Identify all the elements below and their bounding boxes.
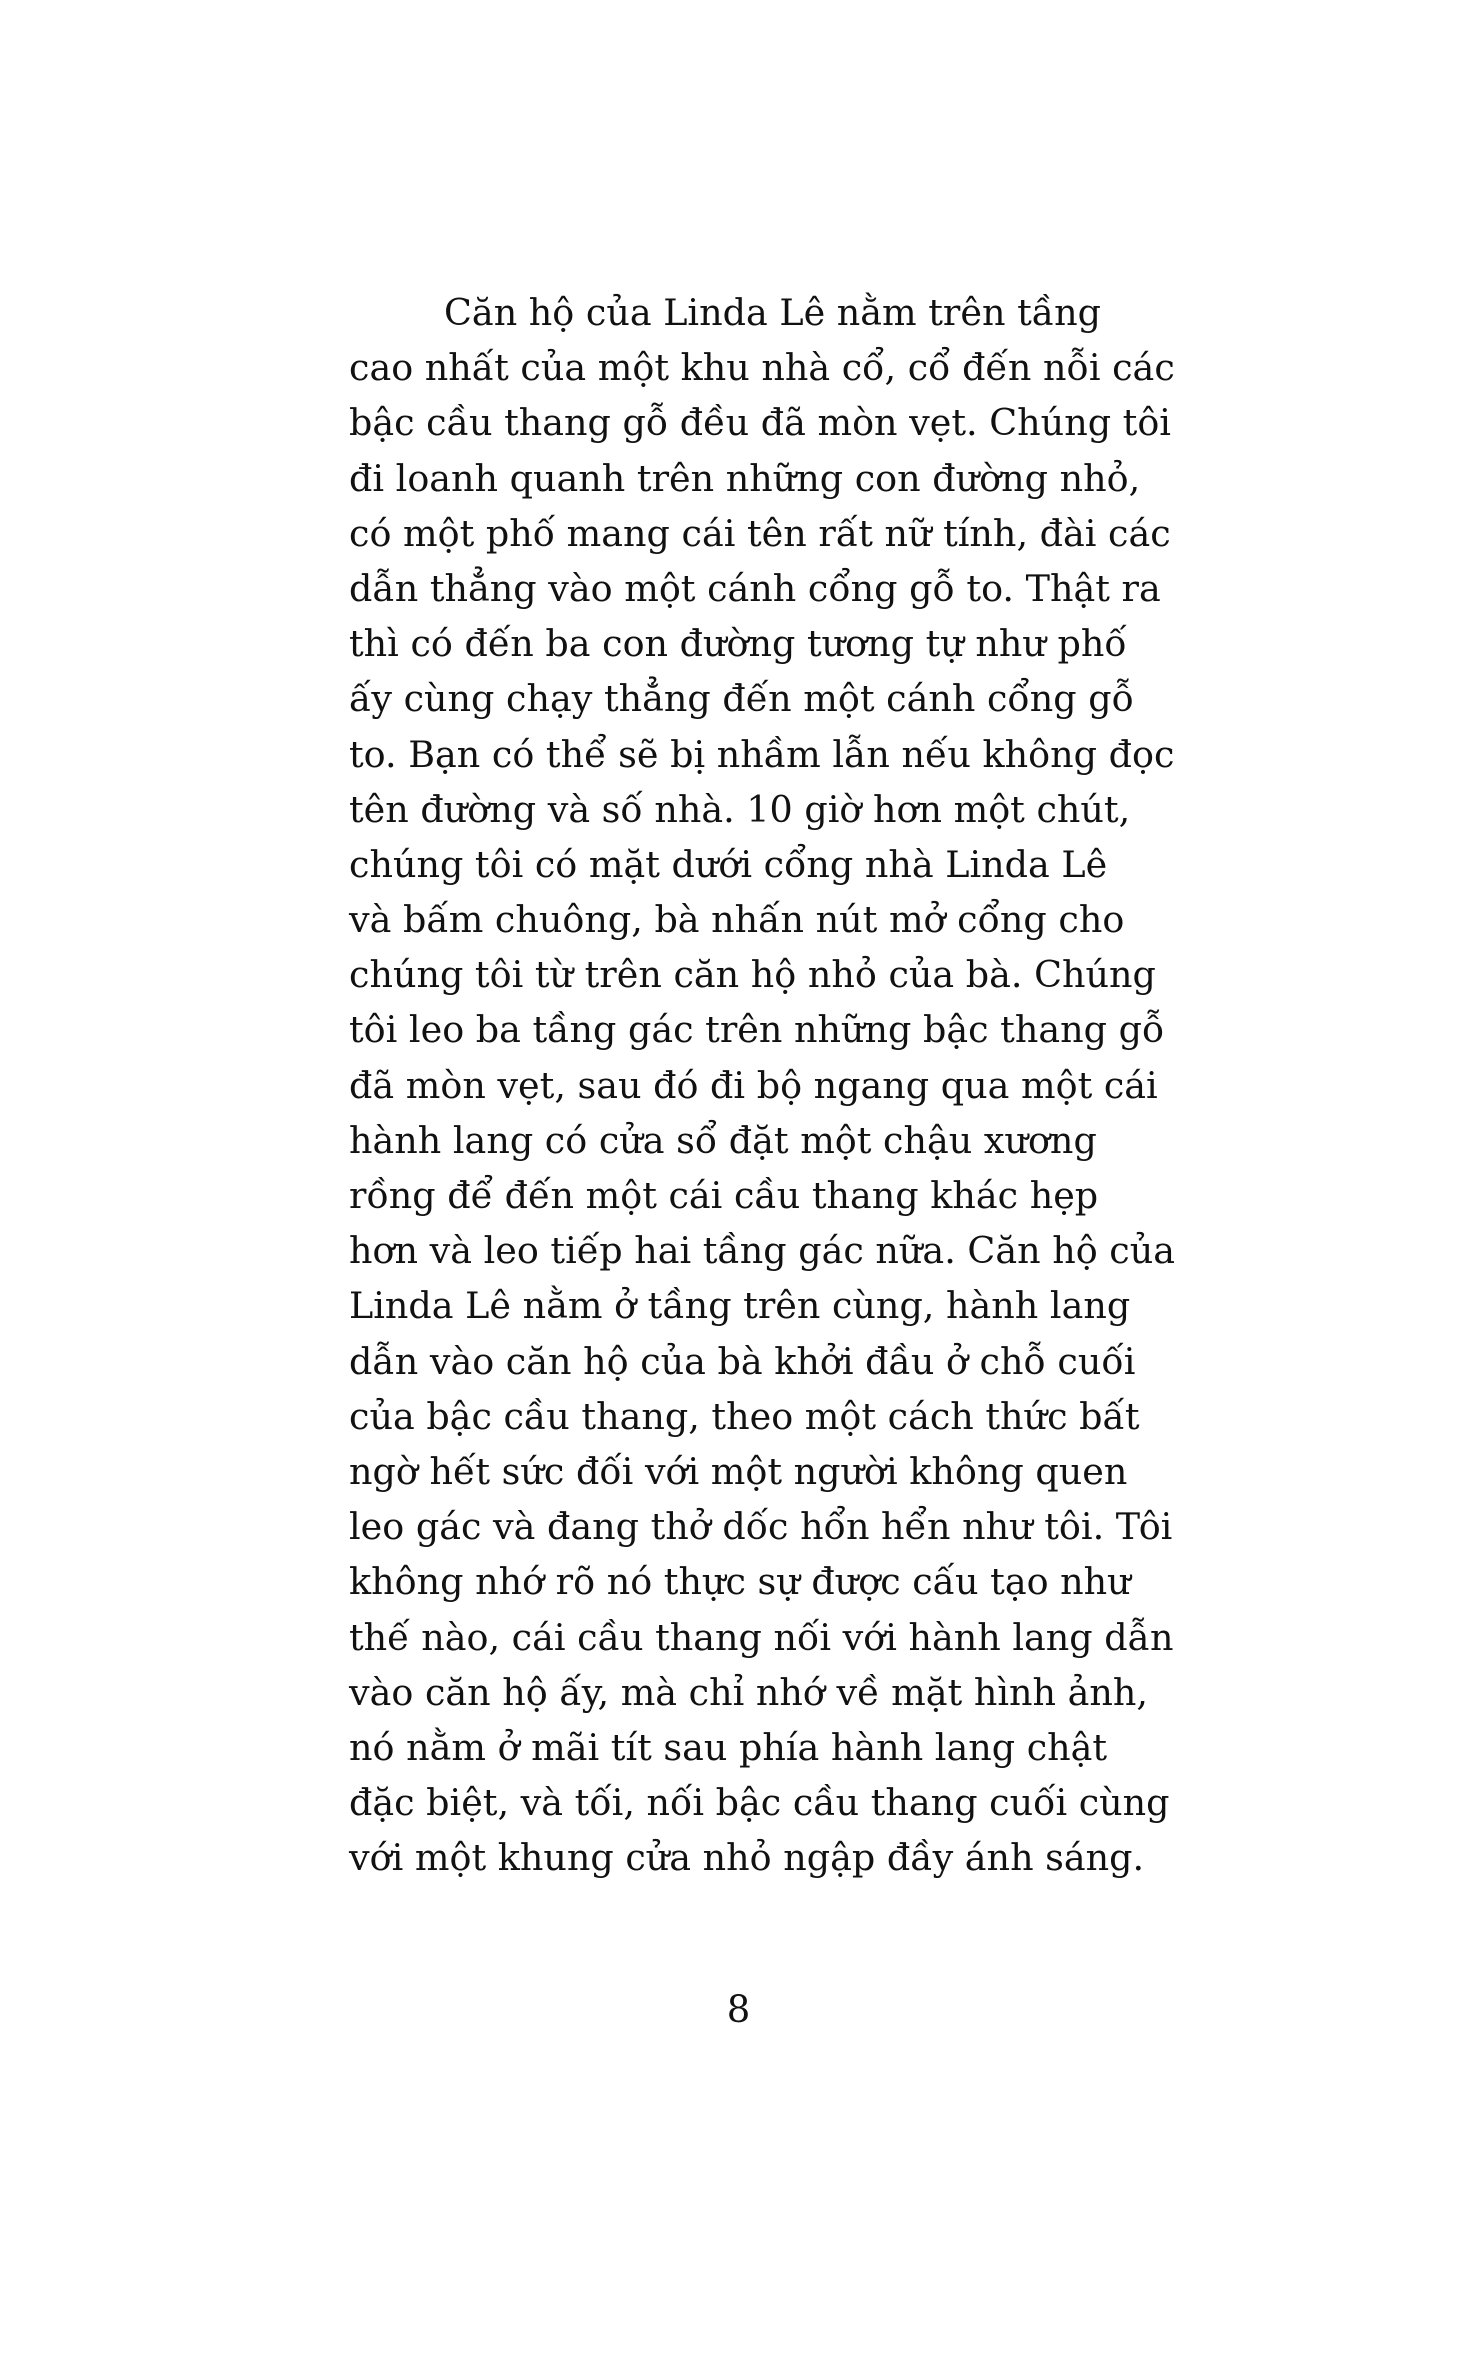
paragraph-line: tôi leo ba tầng gác trên những bậc thang gỗ bbox=[349, 1008, 1165, 1052]
paragraph-line: ngờ hết sức đối với một người không quen bbox=[349, 1449, 1128, 1493]
paragraph-line: hơn và leo tiếp hai tầng gác nữa. Căn hộ của bbox=[349, 1229, 1175, 1273]
paragraph-line: cao nhất của một khu nhà cổ, cổ đến nỗi các bbox=[349, 346, 1175, 390]
paragraph-line: dẫn vào căn hộ của bà khởi đầu ở chỗ cuối bbox=[349, 1339, 1136, 1383]
paragraph-line: dẫn thẳng vào một cánh cổng gỗ to. Thật ra bbox=[349, 566, 1161, 610]
paragraph-line: có một phố mang cái tên rất nữ tính, đài các bbox=[349, 511, 1171, 555]
paragraph-line: Linda Lê nằm ở tầng trên cùng, hành lang bbox=[349, 1284, 1131, 1328]
paragraph-line: leo gác và đang thở dốc hổn hển như tôi. Tôi bbox=[349, 1505, 1173, 1549]
paragraph-line: thì có đến ba con đường tương tự như phố bbox=[349, 622, 1127, 666]
paragraph-line: đi loanh quanh trên những con đường nhỏ, bbox=[349, 456, 1141, 500]
paragraph-line: hành lang có cửa sổ đặt một chậu xương bbox=[349, 1118, 1097, 1162]
paragraph-line: thế nào, cái cầu thang nối với hành lang dẫn bbox=[349, 1615, 1174, 1659]
paragraph-line: Căn hộ của Linda Lê nằm trên tầng bbox=[444, 291, 1101, 334]
paragraph-line: đặc biệt, và tối, nối bậc cầu thang cuối cùng bbox=[349, 1781, 1170, 1825]
paragraph-line: với một khung cửa nhỏ ngập đầy ánh sáng. bbox=[349, 1836, 1145, 1880]
body-paragraph bbox=[349, 285, 1175, 1885]
paragraph-line: to. Bạn có thể sẽ bị nhầm lẫn nếu không đọc bbox=[349, 732, 1175, 776]
paragraph-line: bậc cầu thang gỗ đều đã mòn vẹt. Chúng tôi bbox=[349, 401, 1171, 445]
page-number: 8 bbox=[726, 1988, 751, 2031]
paragraph-line: ấy cùng chạy thẳng đến một cánh cổng gỗ bbox=[349, 677, 1134, 721]
paragraph-line: không nhớ rõ nó thực sự được cấu tạo như bbox=[349, 1560, 1131, 1604]
paragraph-line: tên đường và số nhà. 10 giờ hơn một chút, bbox=[349, 787, 1131, 831]
paragraph-line: chúng tôi từ trên căn hộ nhỏ của bà. Chúng bbox=[349, 953, 1156, 997]
paragraph-line: chúng tôi có mặt dưới cổng nhà Linda Lê bbox=[349, 842, 1108, 886]
paragraph-line: rồng để đến một cái cầu thang khác hẹp bbox=[349, 1174, 1099, 1217]
paragraph-line: vào căn hộ ấy, mà chỉ nhớ về mặt hình ảnh, bbox=[349, 1670, 1148, 1714]
paragraph-line: và bấm chuông, bà nhấn nút mở cổng cho bbox=[349, 898, 1125, 942]
paragraph-line: nó nằm ở mãi tít sau phía hành lang chật bbox=[349, 1725, 1108, 1769]
paragraph-line: đã mòn vẹt, sau đó đi bộ ngang qua một cái bbox=[349, 1063, 1158, 1107]
paragraph-line: của bậc cầu thang, theo một cách thức bất bbox=[349, 1394, 1140, 1438]
